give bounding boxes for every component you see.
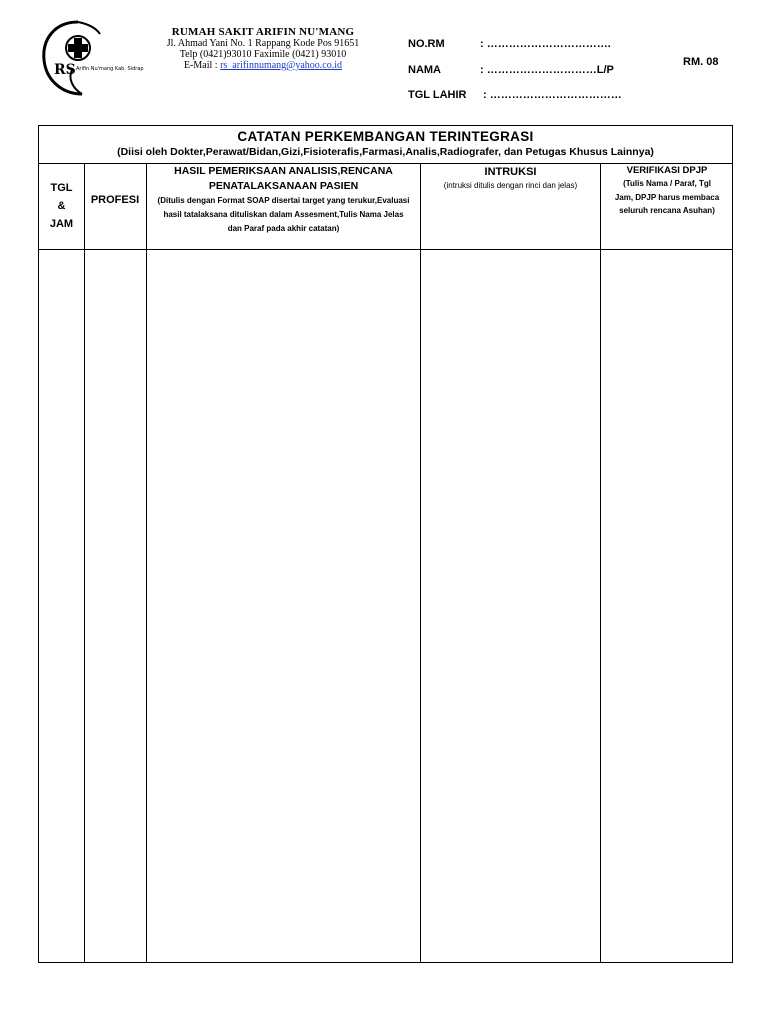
email-label: E-Mail : [183,60,221,71]
column-divider [600,164,601,962]
no-rm-label: NO.RM [408,38,445,50]
header-intruksi-note: (intruksi ditulis dengan rinci dan jelas) [443,181,578,190]
logo-text: RS [54,62,76,78]
hospital-info [138,27,388,71]
tgl-lahir-field [408,89,622,101]
form-subtitle: (Diisi oleh Dokter,Perawat/Bidan,Gizi,Fisioterafis,Farmasi,Analis,Radiografer, dan Petugas Khusus Lainnya) [117,146,654,158]
progress-notes-table [38,125,733,963]
header-profesi [84,164,146,250]
header-hasil-title: HASIL PEMERIKSAAN ANALISIS,RENCANA PENATALAKSANAAN PASIEN [174,165,393,192]
header-hasil-pemeriksaan [147,164,420,250]
header-intruksi [421,164,600,250]
hospital-address: Jl. Ahmad Yani No. 1 Rappang Kode Pos 91651 [166,38,360,49]
form-code: RM. 08 [683,56,719,68]
email-link[interactable]: rs_arifinnumang@yahoo.co.id [220,60,343,71]
hospital-name: RUMAH SAKIT ARIFIN NU'MANG [171,26,355,38]
no-rm-field [408,38,611,50]
form-title: CATATAN PERKEMBANGAN TERINTEGRASI [237,129,534,144]
hospital-phone: Telp (0421)93010 Faximile (0421) 93010 [179,49,347,60]
hospital-logo [38,18,144,100]
header-jam-text: JAM [49,218,74,230]
tgl-lahir-label: TGL LAHIR [408,89,467,101]
nama-value: : …………………………L/P [480,64,614,76]
column-divider [420,164,421,962]
header-verifikasi-title: VERIFIKASI DPJP [626,165,708,176]
form-title-block [39,126,732,164]
no-rm-value: : ……………………………. [480,38,611,50]
hospital-email [138,60,388,71]
header-and-text: & [57,200,66,212]
header-profesi-text: PROFESI [90,194,140,206]
logo-caption: Arifin Nu'mang Kab. Sidrap [76,66,144,72]
nama-label: NAMA [408,64,441,76]
header-verifikasi-note: (Tulis Nama / Paraf, Tgl Jam, DPJP harus membaca seluruh rencana Asuhan) [614,179,720,215]
column-divider [84,164,85,962]
header-tgl-jam [39,164,84,250]
tgl-lahir-value: : ……………………………… [480,89,622,101]
header-verifikasi [601,164,733,250]
column-divider [146,164,147,962]
header-tgl-text: TGL [50,182,73,194]
nama-field [408,64,614,76]
header-intruksi-title: INTRUKSI [484,166,537,178]
header-hasil-note: (Ditulis dengan Format SOAP disertai target yang terukur,Evaluasi hasil tatalaksana dituliskan dalam Assesment,Tulis Nama Jelas dan Paraf pada akhir catatan) [157,196,410,233]
